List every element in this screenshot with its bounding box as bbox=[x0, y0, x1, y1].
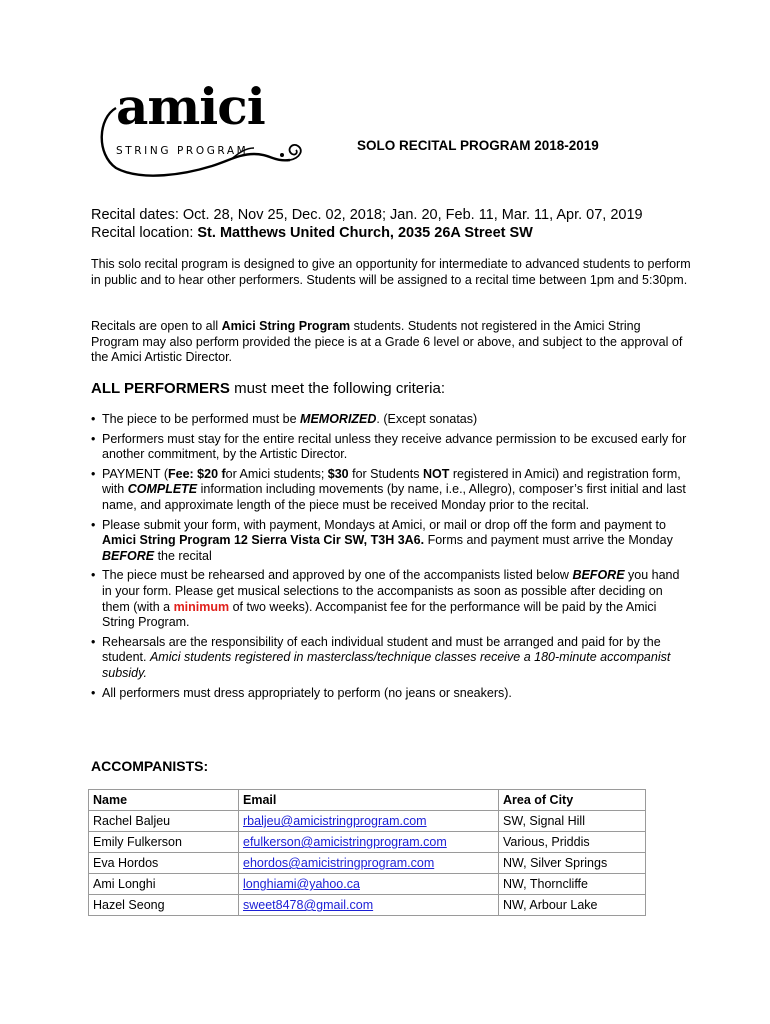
accompanist-area: NW, Thorncliffe bbox=[499, 874, 646, 895]
amici-logo bbox=[94, 77, 324, 184]
recital-location bbox=[91, 224, 643, 242]
accompanist-name: Emily Fulkerson bbox=[89, 832, 239, 853]
accompanist-email-link[interactable]: sweet8478@gmail.com bbox=[243, 898, 374, 912]
table-row bbox=[89, 853, 646, 874]
eligibility-text: students. Students not registered in the Amici String Program may also perform provided the piece is at a Grade 6 level or above, and subject to the approval of the Amici Artistic Director. bbox=[91, 319, 683, 364]
table-header-row bbox=[89, 790, 646, 811]
accompanists-table bbox=[88, 789, 646, 916]
recital-location-label: Recital location: bbox=[91, 225, 198, 241]
recital-dates-value: Oct. 28, Nov 25, Dec. 02, 2018; Jan. 20, Feb. 11, Mar. 11, Apr. 07, 2019 bbox=[182, 207, 643, 223]
accompanist-email-link[interactable]: longhiami@yahoo.ca bbox=[243, 877, 360, 891]
performers-heading-rest: must meet the following criteria: bbox=[229, 380, 445, 397]
criteria-item-attendance: • Performers must stay for the entire recital unless they receive advance permission to be excused early for another commitment, by the Artistic Director. bbox=[91, 432, 687, 463]
criteria-item-memorized: • The piece to be performed must be MEMORIZED. (Except sonatas) bbox=[91, 412, 687, 428]
logo-wordmark: amici bbox=[116, 77, 265, 136]
document-title: SOLO RECITAL PROGRAM 2018-2019 bbox=[357, 138, 599, 153]
accompanist-name: Eva Hordos bbox=[89, 853, 239, 874]
table-row bbox=[89, 832, 646, 853]
criteria-item-rehearsal-approval: • The piece must be rehearsed and approved by one of the accompanists listed below BEFORE you hand in your form. Please get musical selections to the accompanists as soon as possible after deciding on them (with a minimum of two weeks). Accompanist fee for the performance will be paid by the Amici String Program. bbox=[91, 568, 687, 630]
accompanist-area: NW, Silver Springs bbox=[499, 853, 646, 874]
criteria-list bbox=[91, 412, 687, 705]
logo-subtitle: STRING PROGRAM bbox=[116, 145, 249, 157]
column-header-email: Email bbox=[239, 790, 499, 811]
eligibility-text: Recitals are open to all bbox=[91, 319, 222, 333]
criteria-item-rehearsal-responsibility: • Rehearsals are the responsibility of each individual student and must be arranged and paid for by the student. Amici students registered in masterclass/technique classes receive a 180-minute accompanist subsidy. bbox=[91, 635, 687, 682]
accompanist-area: Various, Priddis bbox=[499, 832, 646, 853]
column-header-area: Area of City bbox=[499, 790, 646, 811]
accompanist-email-link[interactable]: rbaljeu@amicistringprogram.com bbox=[243, 814, 427, 828]
accompanists-heading: ACCOMPANISTS: bbox=[91, 758, 209, 774]
accompanist-name: Rachel Baljeu bbox=[89, 811, 239, 832]
eligibility-paragraph bbox=[91, 319, 691, 366]
performers-heading-bold: ALL PERFORMERS bbox=[91, 380, 230, 397]
accompanist-name: Hazel Seong bbox=[89, 895, 239, 916]
accompanist-name: Ami Longhi bbox=[89, 874, 239, 895]
performers-heading bbox=[91, 380, 445, 397]
intro-paragraph: This solo recital program is designed to give an opportunity for intermediate to advanced students to perform in public and to hear other performers. Students will be assigned to a recital time between 1pm and 5:30pm. bbox=[91, 257, 691, 287]
recital-dates-label: Recital dates: bbox=[91, 207, 183, 223]
table-row bbox=[89, 874, 646, 895]
criteria-item-payment: • PAYMENT (Fee: $20 for Amici students; $30 for Students NOT registered in Amici) and registration form, with COMPLETE information including movements (by name, i.e., Allegro), composer’s first initial and last name, and approximate length of the piece must be received Monday prior to the recital. bbox=[91, 467, 687, 514]
column-header-name: Name bbox=[89, 790, 239, 811]
criteria-item-submission: • Please submit your form, with payment, Mondays at Amici, or mail or drop off the form and payment to Amici String Program 12 Sierra Vista Cir SW, T3H 3A6. Forms and payment must arrive the Monday BEFORE the recital bbox=[91, 518, 687, 565]
accompanist-area: SW, Signal Hill bbox=[499, 811, 646, 832]
table-row bbox=[89, 811, 646, 832]
recital-info bbox=[91, 206, 643, 242]
recital-dates bbox=[91, 206, 643, 224]
accompanist-email-link[interactable]: ehordos@amicistringprogram.com bbox=[243, 856, 435, 870]
table-row bbox=[89, 895, 646, 916]
accompanist-email-link[interactable]: efulkerson@amicistringprogram.com bbox=[243, 835, 447, 849]
recital-location-value: St. Matthews United Church, 2035 26A Street SW bbox=[197, 225, 533, 241]
eligibility-program-name: Amici String Program bbox=[221, 319, 351, 333]
criteria-item-dress-code: • All performers must dress appropriately to perform (no jeans or sneakers). bbox=[91, 686, 687, 702]
accompanist-area: NW, Arbour Lake bbox=[499, 895, 646, 916]
